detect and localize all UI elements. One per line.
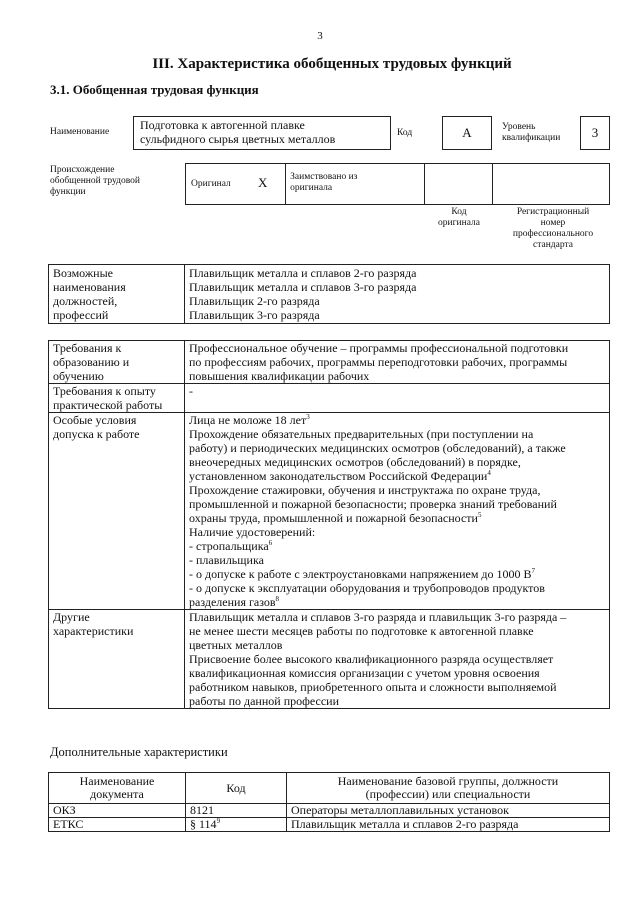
original-label: Оригинал [191,179,231,189]
requirements-table [48,340,610,709]
footnote-ref: 4 [487,469,491,477]
footnote-ref: 8 [275,595,280,603]
code-caption-line: оригинала [438,218,480,228]
conditions-label [49,413,185,610]
other-label [49,610,185,709]
col-header-document [49,773,186,804]
borrowed-label-line: оригинала [290,183,333,193]
condition-line: Прохождение обязательных предварительных (при поступлении на [189,427,534,441]
positions-label-line: наименования [53,280,126,294]
condition-text: - о допуске к работе с электроустановками напряжением до 1000 В [189,567,532,581]
group-name-cell: Плавильщик металла и сплавов 2-го разряда [287,818,610,832]
doc-cell: ОКЗ [49,804,186,818]
col-header-line: Наименование [79,774,155,788]
code-cell [186,818,287,832]
registration-caption-line: профессионального [512,229,594,239]
condition-line [189,413,605,427]
original-cell [186,164,286,205]
other-line: Присвоение более высокого квалификационного разряда осуществляет [189,652,554,666]
position-item: Плавильщик 2-го разряда [189,294,320,308]
condition-line: внеочередных медицинских осмотров (обследований) в порядке, [189,455,521,469]
condition-text: разделения газов [189,595,276,609]
education-line: по профессиям рабочих, программы переподготовки рабочих, программы [189,355,568,369]
other-line: не менее шести месяцев работы по подготовке к автогенной плавке [189,624,534,638]
col-header-line: (профессии) или специальности [365,787,531,801]
condition-line: - плавильщика [189,553,264,567]
experience-label-line: практической работы [53,398,163,412]
additional-title: Дополнительные характеристики [50,745,228,759]
condition-line: промышленной и пожарной безопасности; проверка знаний требований [189,497,557,511]
code-label: Код [397,128,413,138]
function-name-box [133,116,391,150]
borrowed-label-line: Заимствовано из [290,172,358,182]
other-line: работы по данной профессии [189,694,340,708]
positions-label [49,265,185,324]
condition-text: установленном законодательством Российской Федерации [189,469,488,483]
col-header-line: документа [90,787,144,801]
footnote-ref: 5 [477,511,482,519]
footnote-ref: 9 [216,817,221,825]
condition-line [189,595,605,609]
borrowed-cell [286,164,424,205]
origin-label [50,165,140,198]
origin-label-line: Происхождение [50,165,115,175]
position-item: Плавильщик металла и сплавов 2-го разряда [189,266,417,280]
condition-text: охраны труда, промышленной и пожарной безопасности [189,511,478,525]
footnote-ref: 7 [531,567,536,575]
experience-label-line: Требования к опыту [53,384,156,398]
condition-line: работу) и периодических медицинских осмотров (обследований), а также [189,441,566,455]
education-label-line: образованию и [53,355,130,369]
experience-value: - [185,384,610,413]
condition-text: Лица не моложе 18 лет [189,413,307,427]
condition-text: - стропальщика [189,539,269,553]
table-row [49,804,610,818]
positions-table [48,264,610,324]
section-title: III. Характеристика обобщенных трудовых функций [152,56,512,72]
other-line: Плавильщик металла и сплавов 3-го разряда и плавильщик 3-го разряда – [189,610,567,624]
condition-line [189,539,605,553]
level-label-line: квалификации [502,133,561,143]
conditions-label-line: допуска к работе [53,427,140,441]
registration-caption-line: номер [540,218,566,228]
positions-label-line: профессий [53,308,109,322]
additional-table [48,772,610,832]
code-cell [186,804,287,818]
education-line: повышения квалификации рабочих [189,369,370,383]
other-label-line: характеристики [53,624,134,638]
positions-label-line: Возможные [53,266,113,280]
code-text: § 114 [190,817,217,831]
subsection-title: 3.1. Обобщенная трудовая функция [50,82,259,97]
condition-line [189,567,605,581]
level-label [502,122,560,144]
origin-table [185,163,610,205]
page-number: 3 [317,30,323,42]
condition-line [189,511,605,525]
positions-list [185,265,610,324]
condition-line: Прохождение стажировки, обучения и инструктажа по охране труда, [189,483,541,497]
name-label: Наименование [50,127,110,137]
education-line: Профессиональное обучение – программы профессиональной подготовки [189,341,569,355]
experience-label [49,384,185,413]
table-row [49,818,610,832]
group-name-cell: Операторы металлоплавильных установок [287,804,610,818]
registration-caption-line: Регистрационный [516,207,590,217]
registration-number-cell [492,164,609,205]
origin-label-line: обобщенной трудовой [50,176,140,186]
code-value: А [442,116,492,150]
function-name-line: сульфидного сырья цветных металлов [140,132,336,146]
level-label-line: Уровень [502,122,536,132]
condition-line [189,469,605,483]
education-label [49,341,185,384]
registration-caption [496,207,610,251]
function-name-line: Подготовка к автогенной плавке [140,118,305,132]
positions-label-line: должностей, [53,294,118,308]
other-line: работником навыков, приобретенного опыта и сложности выполняемой [189,680,557,694]
footnote-ref: 3 [306,413,310,421]
col-header-group-name [287,773,610,804]
other-line: цветных металлов [189,638,283,652]
education-label-line: Требования к [53,341,122,355]
other-value [185,610,610,709]
condition-line: - о допуске к эксплуатации оборудования и трубопроводов продуктов [189,581,545,595]
original-mark: X [258,175,268,190]
other-label-line: Другие [53,610,90,624]
position-item: Плавильщик металла и сплавов 3-го разряда [189,280,417,294]
conditions-value [185,413,610,610]
conditions-label-line: Особые условия [53,413,137,427]
origin-label-line: функции [50,187,86,197]
position-item: Плавильщик 3-го разряда [189,308,320,322]
footnote-ref: 6 [268,539,273,547]
col-header-code: Код [186,773,287,804]
education-value [185,341,610,384]
other-line: квалификационная комиссия организации с учетом уровня освоения [189,666,540,680]
origin-code-cell [424,164,492,205]
registration-caption-line: стандарта [533,240,573,250]
level-value: 3 [580,116,610,150]
col-header-line: Наименование базовой группы, должности [337,774,559,788]
code-caption-line: Код [451,207,467,217]
education-label-line: обучению [53,369,104,383]
condition-line: Наличие удостоверений: [189,525,316,539]
doc-cell: ЕТКС [49,818,186,832]
code-caption [425,207,493,229]
code-text: 8121 [190,803,214,817]
